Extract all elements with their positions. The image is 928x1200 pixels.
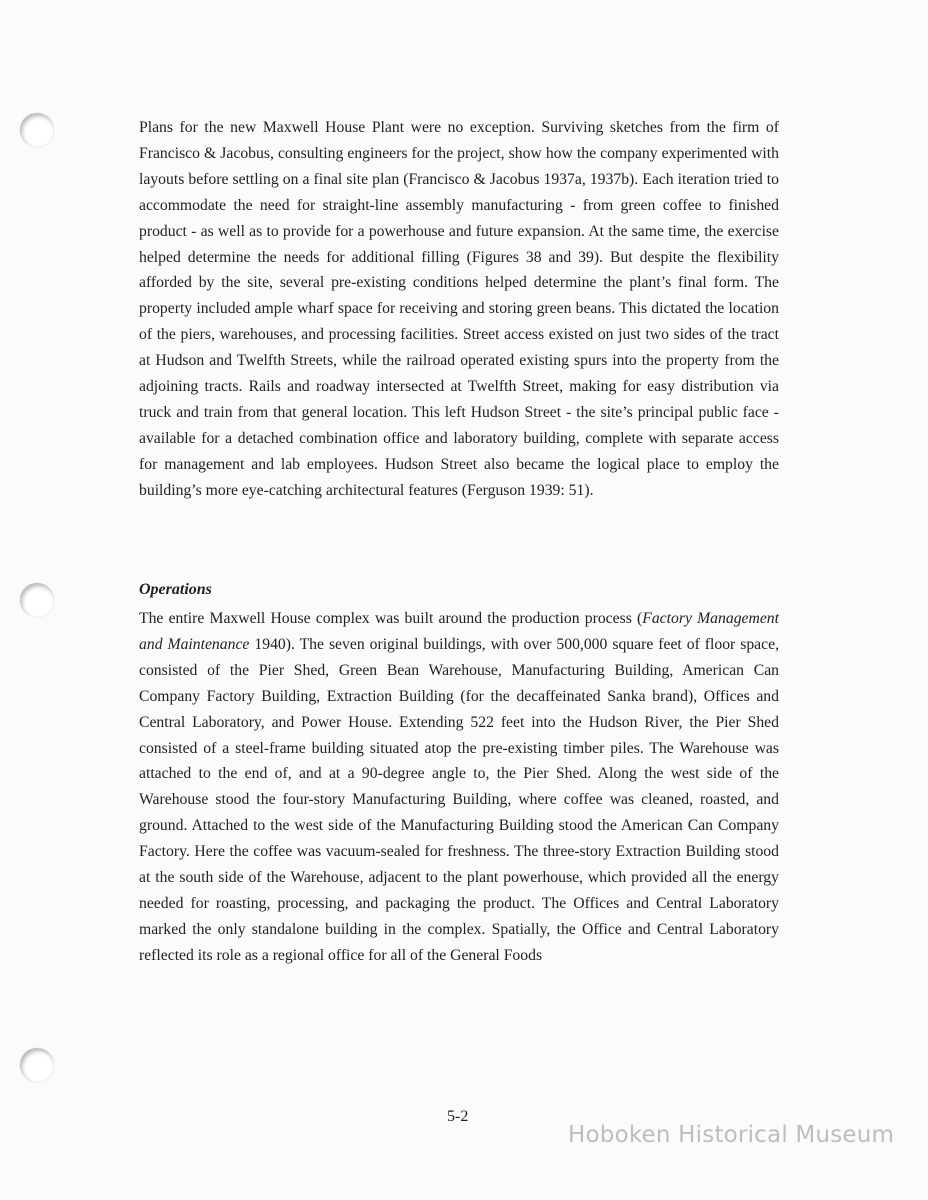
binder-hole-middle	[20, 583, 54, 617]
section-heading-operations: Operations	[139, 581, 212, 598]
paragraph-operations-body: 1940). The seven original buildings, with over 500,000 square feet of floor space, consisted of the Pier Shed, Green Bean Warehouse, Manufacturing Building, American Can Company Factory Building, Extraction Building (for the decaffeinated Sanka brand), Offices and Central Laboratory, and Power House. Extending 522 feet into the Hudson River, the Pier Shed consisted of a steel-frame building situated atop the pre-existing timber piles. The Warehouse was attached to the end of, and at a 90-degree angle to, the Pier Shed. Along the west side of the Warehouse stood the four-story Manufacturing Building, where coffee was cleaned, roasted, and ground. Attached to the west side of the Manufacturing Building stood the American Can Company Factory. Here the coffee was vacuum-sealed for freshness. The three-story Extraction Building stood at the south side of the Warehouse, adjacent to the plant powerhouse, which provided all the energy needed for roasting, processing, and packaging the product. The Offices and Central Laboratory marked the only standalone building in the complex. Spatially, the Office and Central Laboratory reflected its role as a regional office for all of the General Foods	[139, 635, 779, 964]
museum-watermark: Hoboken Historical Museum	[568, 1122, 895, 1148]
citation-title: Factory Management and Maintenance	[139, 610, 780, 653]
binder-hole-bottom	[20, 1048, 54, 1082]
paragraph-operations-intro: The entire Maxwell House complex was built around the production process (	[139, 610, 643, 627]
paragraph-site-plan: Plans for the new Maxwell House Plant were no exception. Surviving sketches from the firm of Francisco & Jacobus, consulting engineers for the project, show how the company experimented with layouts before settling on a final site plan (Francisco & Jacobus 1937a, 1937b). Each iteration tried to accommodate the need for straight-line assembly manufacturing - from green coffee to finished product - as well as to provide for a powerhouse and future expansion. At the same time, the exercise helped determine the needs for additional filling (Figures 38 and 39). But despite the flexibility afforded by the site, several pre-existing conditions helped determine the plant’s final form. The property included ample wharf space for receiving and storing green beans. This dictated the location of the piers, warehouses, and processing facilities. Street access existed on just two sides of the tract at Hudson and Twelfth Streets, while the railroad operated existing spurs into the property from the adjoining tracts. Rails and roadway intersected at Twelfth Street, making for easy distribution via truck and train from that general location. This left Hudson Street - the site’s principal public face - available for a detached combination office and laboratory building, complete with separate access for management and lab employees. Hudson Street also became the logical place to employ the building’s more eye-catching architectural features (Ferguson 1939: 51).	[139, 119, 779, 499]
page-number: 5-2	[447, 1108, 469, 1125]
paragraph-operations	[139, 606, 779, 969]
binder-hole-top	[20, 113, 54, 147]
